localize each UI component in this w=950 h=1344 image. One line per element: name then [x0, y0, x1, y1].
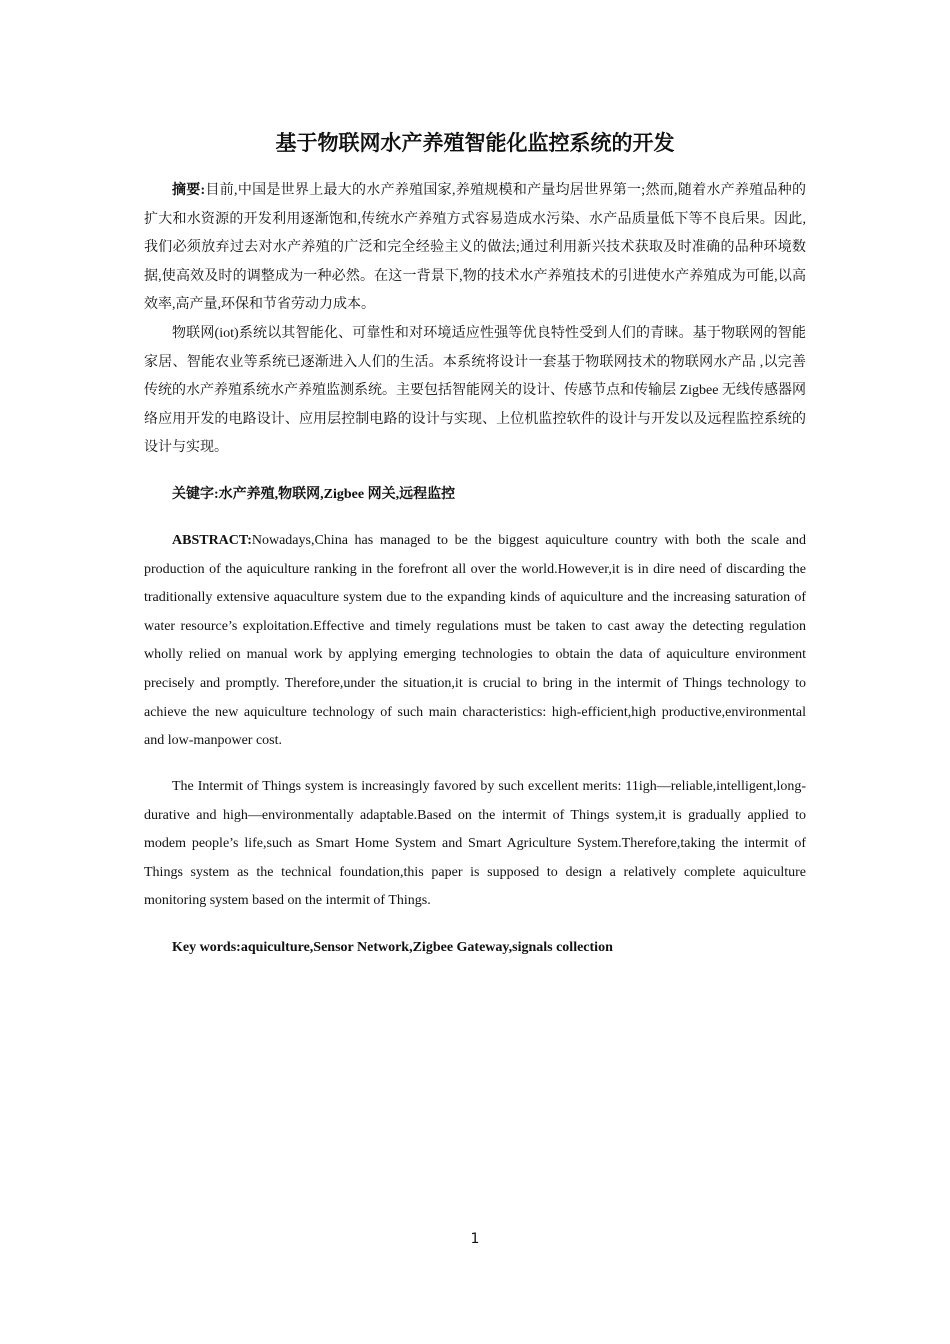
paper-title: 基于物联网水产养殖智能化监控系统的开发	[275, 131, 675, 155]
english-paragraph-2: The Intermit of Things system is increasingly favored by such excellent merits: 11igh—reliable,intelligent,long-durative and high—environmentally adaptable.Based on the intermit of Things system,it is gradually applied to modem people’s life,such as Smart Home System and Smart Agriculture System.Therefore,taking the intermit of Things system as the technical foundation,this paper is supposed to design a relatively complete aquiculture monitoring system based on the intermit of Things.	[144, 779, 806, 909]
english-abstract-text: Nowadays,China has managed to be the biggest aquiculture country with both the scale and production of the aquiculture ranking in the forefront all over the world.However,it is in dire need of discarding the traditionally extensive aquaculture system due to the expanding kinds of aquiculture and the increasing saturation of water resource’s exploitation.Effective and timely regulations must be taken to cast away the detecting regulation wholly relied on manual work by applying emerging technologies to obtain the data of aquiculture environment precisely and promptly. Therefore,under the situation,it is crucial to bring in the intermit of Things technology to achieve the new aquiculture technology of such main characteristics: high-efficient,high productive,environmental and low-manpower cost.	[144, 533, 806, 749]
chinese-abstract	[144, 177, 806, 320]
english-abstract-label: ABSTRACT:	[172, 533, 252, 548]
chinese-abstract-text: 目前,中国是世界上最大的水产养殖国家,养殖规模和产量均居世界第一;然而,随着水产养殖品种的扩大和水资源的开发利用逐渐饱和,传统水产养殖方式容易造成水污染、水产品质量低下等不良后果。因此,我们必须放弃过去对水产养殖的广泛和完全经验主义的做法;通过利用新兴技术获取及时准确的品种环境数据,使高效及时的调整成为一种必然。在这一背景下,物的技术水产养殖技术的引进使水产养殖成为可能,以高效率,高产量,环保和节省劳动力成本。	[144, 183, 806, 313]
page-number: 1	[470, 1231, 480, 1247]
english-keywords: Key words:aquiculture,Sensor Network,Zigbee Gateway,signals collection	[172, 940, 613, 955]
chinese-abstract-label: 摘要:	[172, 183, 206, 198]
chinese-paragraph-2: 物联网(iot)系统以其智能化、可靠性和对环境适应性强等优良特性受到人们的青睐。基于物联网的智能家居、智能农业等系统已逐渐进入人们的生活。本系统将设计一套基于物联网技术的物联网水产品 ,以完善传统的水产养殖系统水产养殖监测系统。主要包括智能网关的设计、传感节点和传输层 Zigbee 无线传感器网络应用开发的电路设计、应用层控制电路的设计与实现、上位机监控软件的设计与开发以及远程监控系统的设计与实现。	[144, 326, 806, 456]
english-abstract	[144, 527, 806, 756]
chinese-keywords: 关键字:水产养殖,物联网,Zigbee 网关,远程监控	[172, 487, 456, 502]
